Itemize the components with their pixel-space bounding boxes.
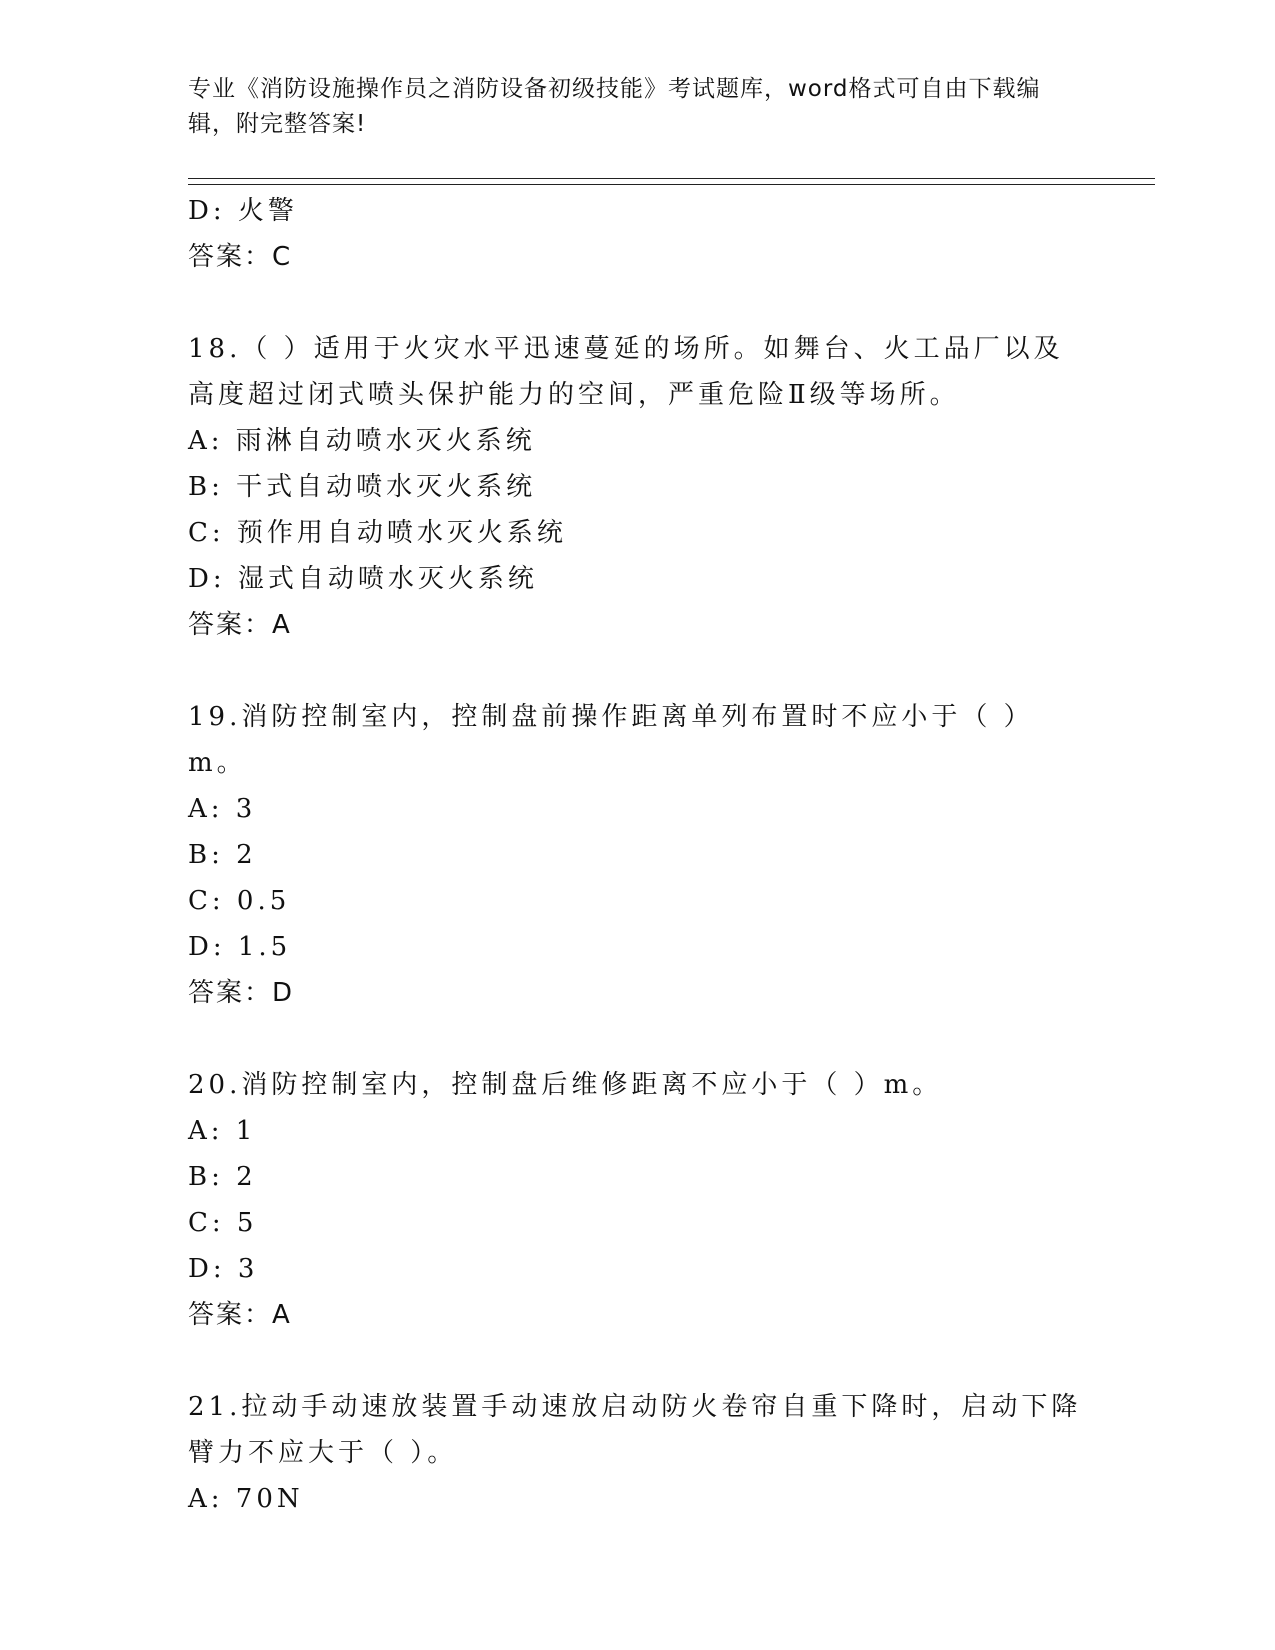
question-stem: 18.（ ）适用于火灾水平迅速蔓延的场所。如舞台、火工品厂以及高度超过闭式喷头保护能力的空间，严重危险Ⅱ级等场所。	[188, 334, 1064, 410]
option-line: D: 火警	[188, 196, 298, 226]
option-line: A: 1	[188, 1116, 257, 1146]
answer-line: 答案：C	[188, 242, 293, 272]
question-stem: 19.消防控制室内，控制盘前操作距离单列布置时不应小于（ ）m。	[188, 702, 1034, 778]
option-line: B: 2	[188, 1162, 257, 1192]
option-line: B: 干式自动喷水灭火系统	[188, 472, 537, 502]
option-line: A: 3	[188, 794, 257, 824]
option-line: C: 预作用自动喷水灭火系统	[188, 518, 567, 548]
answer-line: 答案：D	[188, 978, 295, 1008]
option-line: B: 2	[188, 840, 257, 870]
answer-line: 答案：A	[188, 610, 292, 640]
option-line: D: 湿式自动喷水灭火系统	[188, 564, 538, 594]
option-line: D: 3	[188, 1254, 259, 1284]
option-line: A: 70N	[188, 1484, 304, 1514]
question-stem: 20.消防控制室内，控制盘后维修距离不应小于（ ）m。	[188, 1070, 943, 1100]
answer-line: 答案：A	[188, 1300, 292, 1330]
header-rule-bottom	[188, 184, 1155, 185]
question-stem: 21.拉动手动速放装置手动速放启动防火卷帘自重下降时，启动下降臂力不应大于（ ）。	[188, 1392, 1082, 1468]
option-line: D: 1.5	[188, 932, 292, 962]
document-header: 专业《消防设施操作员之消防设备初级技能》考试题库，word格式可自由下载编辑，附完整答案!	[188, 76, 1041, 137]
option-line: C: 5	[188, 1208, 258, 1238]
option-line: A: 雨淋自动喷水灭火系统	[188, 426, 536, 456]
document-body	[188, 188, 1148, 1522]
header-rule-top	[188, 178, 1155, 179]
option-line: C: 0.5	[188, 886, 291, 916]
